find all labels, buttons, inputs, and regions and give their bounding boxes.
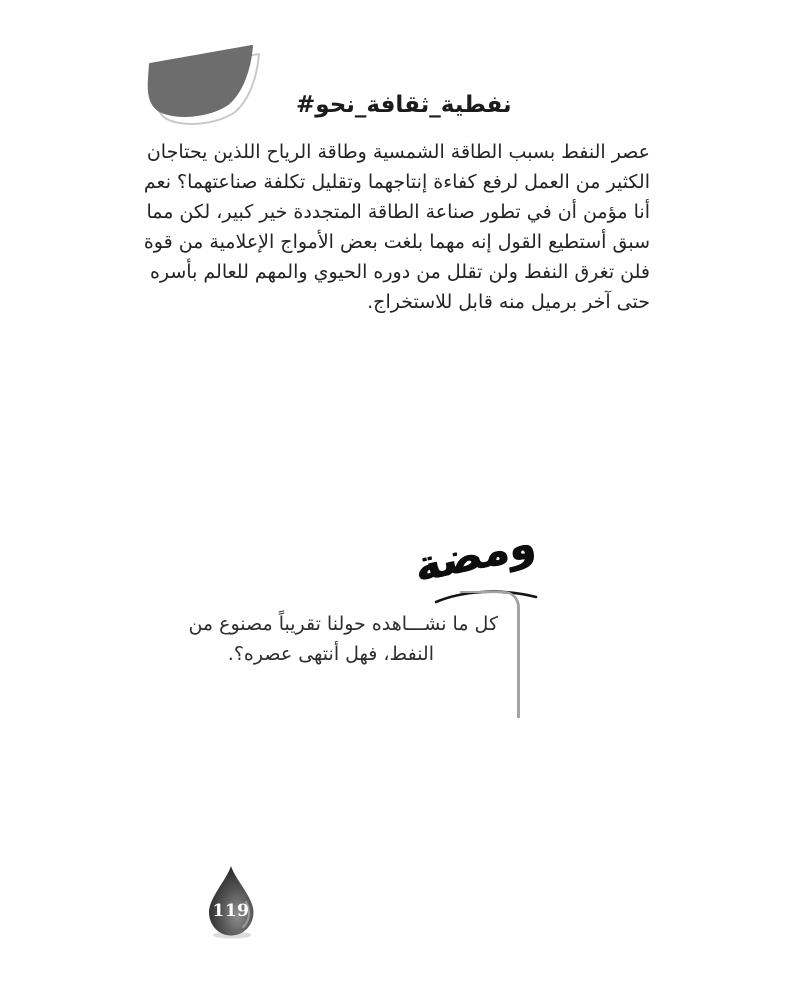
- wamda-word: ومضة: [412, 517, 539, 593]
- corner-tab-shape: [140, 40, 316, 136]
- flash-quote: [188, 609, 498, 669]
- paragraph-line: عصر النفط بسبب الطاقة الشمسية وطاقة الرياح اللذين يحتاجان: [146, 141, 650, 163]
- quote-line: النفط، فهل أنتهى عصره؟.: [227, 643, 434, 665]
- page-number: 119: [212, 901, 250, 921]
- body-paragraph: [143, 137, 650, 317]
- paragraph-line: حتى آخر برميل منه قابل للاستخراج.: [367, 291, 650, 313]
- paragraph-line: أنا مؤمن أن في تطور صناعة الطاقة المتجددة خير كبير، لكن مما: [146, 201, 650, 223]
- page-number-badge: [202, 864, 264, 942]
- quote-line: كل ما نشـــاهده حولنا تقريباً مصنوع من: [188, 613, 498, 635]
- paragraph-line: سبق أستطيع القول إنه مهما بلغت بعض الأمواج الإعلامية من قوة: [143, 231, 650, 253]
- corner-tab-icon: [140, 40, 316, 136]
- hashtag-title: #‎نحو‎_‎ثقافة‎_‎نفطية: [296, 92, 512, 118]
- paragraph-line: الكثير من العمل لرفع كفاءة إنتاجهما وتقليل تكلفة صناعتهما؟ نعم: [143, 171, 650, 193]
- paragraph-line: فلن تغرق النفط ولن تقلل من دوره الحيوي والمهم للعالم بأسره: [149, 261, 650, 283]
